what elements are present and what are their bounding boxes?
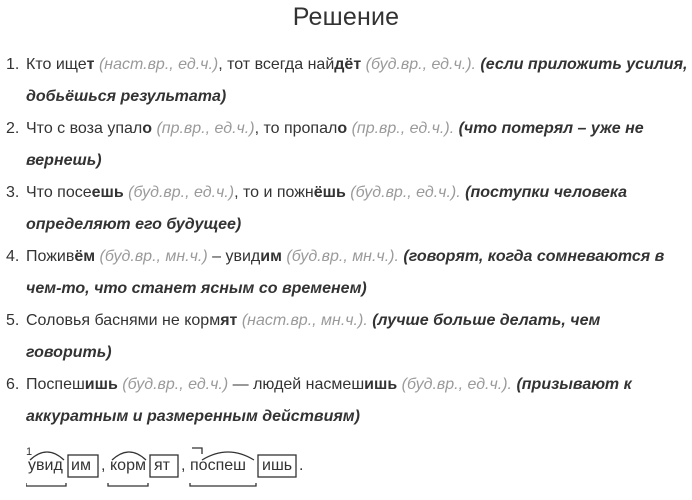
ending: о xyxy=(142,120,152,137)
ending: ём xyxy=(74,248,96,265)
grammar-note: (наст.вр., ед.ч.) xyxy=(98,56,219,73)
proverb-part: Пожив xyxy=(26,248,75,265)
ending: д xyxy=(334,56,345,73)
meaning: (что потерял – уже не вернешь) xyxy=(26,120,644,169)
list-item xyxy=(6,177,690,241)
base-line xyxy=(190,483,256,486)
separator: , xyxy=(101,457,106,474)
grammar-note: (пр.вр., ед.ч.) xyxy=(156,120,255,137)
list-item xyxy=(6,49,690,113)
base-line xyxy=(108,483,148,486)
word-root: корм xyxy=(110,457,146,474)
morpheme-analysis xyxy=(26,442,686,494)
grammar-note: (буд.вр., ед.ч.) xyxy=(122,376,229,393)
grammar-note: (буд.вр., ед.ч.). xyxy=(401,376,512,393)
item-number: 1. xyxy=(6,56,20,73)
proverb-part: Поспеш xyxy=(26,376,85,393)
meaning: (говорят, когда сомневаются в чем-то, что станет ясным со временем) xyxy=(26,248,665,297)
item-number: 5. xyxy=(6,312,20,329)
meaning: (лучше больше делать, чем говорить) xyxy=(26,312,601,361)
ending: им xyxy=(260,248,282,265)
ending: ят xyxy=(220,312,238,329)
proverb-part: — людей насмеш xyxy=(228,376,365,393)
list-item xyxy=(6,113,690,177)
item-number: 2. xyxy=(6,120,20,137)
meaning: (призывают к аккуратным и размеренным действиям) xyxy=(26,376,632,425)
prefix-mark xyxy=(192,448,202,454)
proverb-part: Что с воза упал xyxy=(26,120,143,137)
meaning: (если приложить усилия, добьёшься результата) xyxy=(26,56,688,105)
page-title: Решение xyxy=(292,3,400,31)
list-item xyxy=(6,369,690,433)
grammar-note: (буд.вр., мн.ч.). xyxy=(286,248,399,265)
solution-list xyxy=(6,49,690,433)
ending: ёшь xyxy=(313,184,346,201)
grammar-note: (буд.вр., мн.ч.) xyxy=(99,248,208,265)
item-number: 4. xyxy=(6,248,20,265)
meaning: (поступки человека определяют его будущее) xyxy=(26,184,628,233)
proverb-part: Соловья баснями не корм xyxy=(26,312,221,329)
item-number: 3. xyxy=(6,184,20,201)
index-mark: 1 xyxy=(26,446,33,458)
proverb-part: , то пропал xyxy=(254,120,338,137)
grammar-note: (буд.вр., ед.ч.). xyxy=(350,184,461,201)
list-item xyxy=(6,241,690,305)
ending: ешь xyxy=(91,184,124,201)
word-ending: им xyxy=(71,457,91,474)
word-root: поспеш xyxy=(190,457,246,474)
grammar-note: (буд.вр., ед.ч.) xyxy=(128,184,235,201)
ending: ёт xyxy=(344,56,362,73)
item-number: 6. xyxy=(6,376,20,393)
period: . xyxy=(299,457,304,474)
proverb-part: , тот всегда най xyxy=(218,56,335,73)
word-ending: ишь xyxy=(262,457,293,474)
ending: ишь xyxy=(364,376,398,393)
grammar-note: (пр.вр., ед.ч.). xyxy=(351,120,455,137)
word-ending: ят xyxy=(154,457,170,474)
grammar-note: (наст.вр., мн.ч.). xyxy=(241,312,368,329)
proverb-part: – увид xyxy=(207,248,261,265)
base-line xyxy=(26,483,66,486)
word-root: увид xyxy=(28,457,63,474)
separator: , xyxy=(181,457,186,474)
list-item xyxy=(6,305,690,369)
ending: т xyxy=(86,56,95,73)
ending: ишь xyxy=(84,376,118,393)
proverb-part: , то и пожн xyxy=(234,184,314,201)
ending: о xyxy=(337,120,348,137)
proverb-part: Кто ище xyxy=(26,56,87,73)
proverb-part: Что посе xyxy=(26,184,92,201)
grammar-note: (буд.вр., ед.ч.). xyxy=(365,56,476,73)
